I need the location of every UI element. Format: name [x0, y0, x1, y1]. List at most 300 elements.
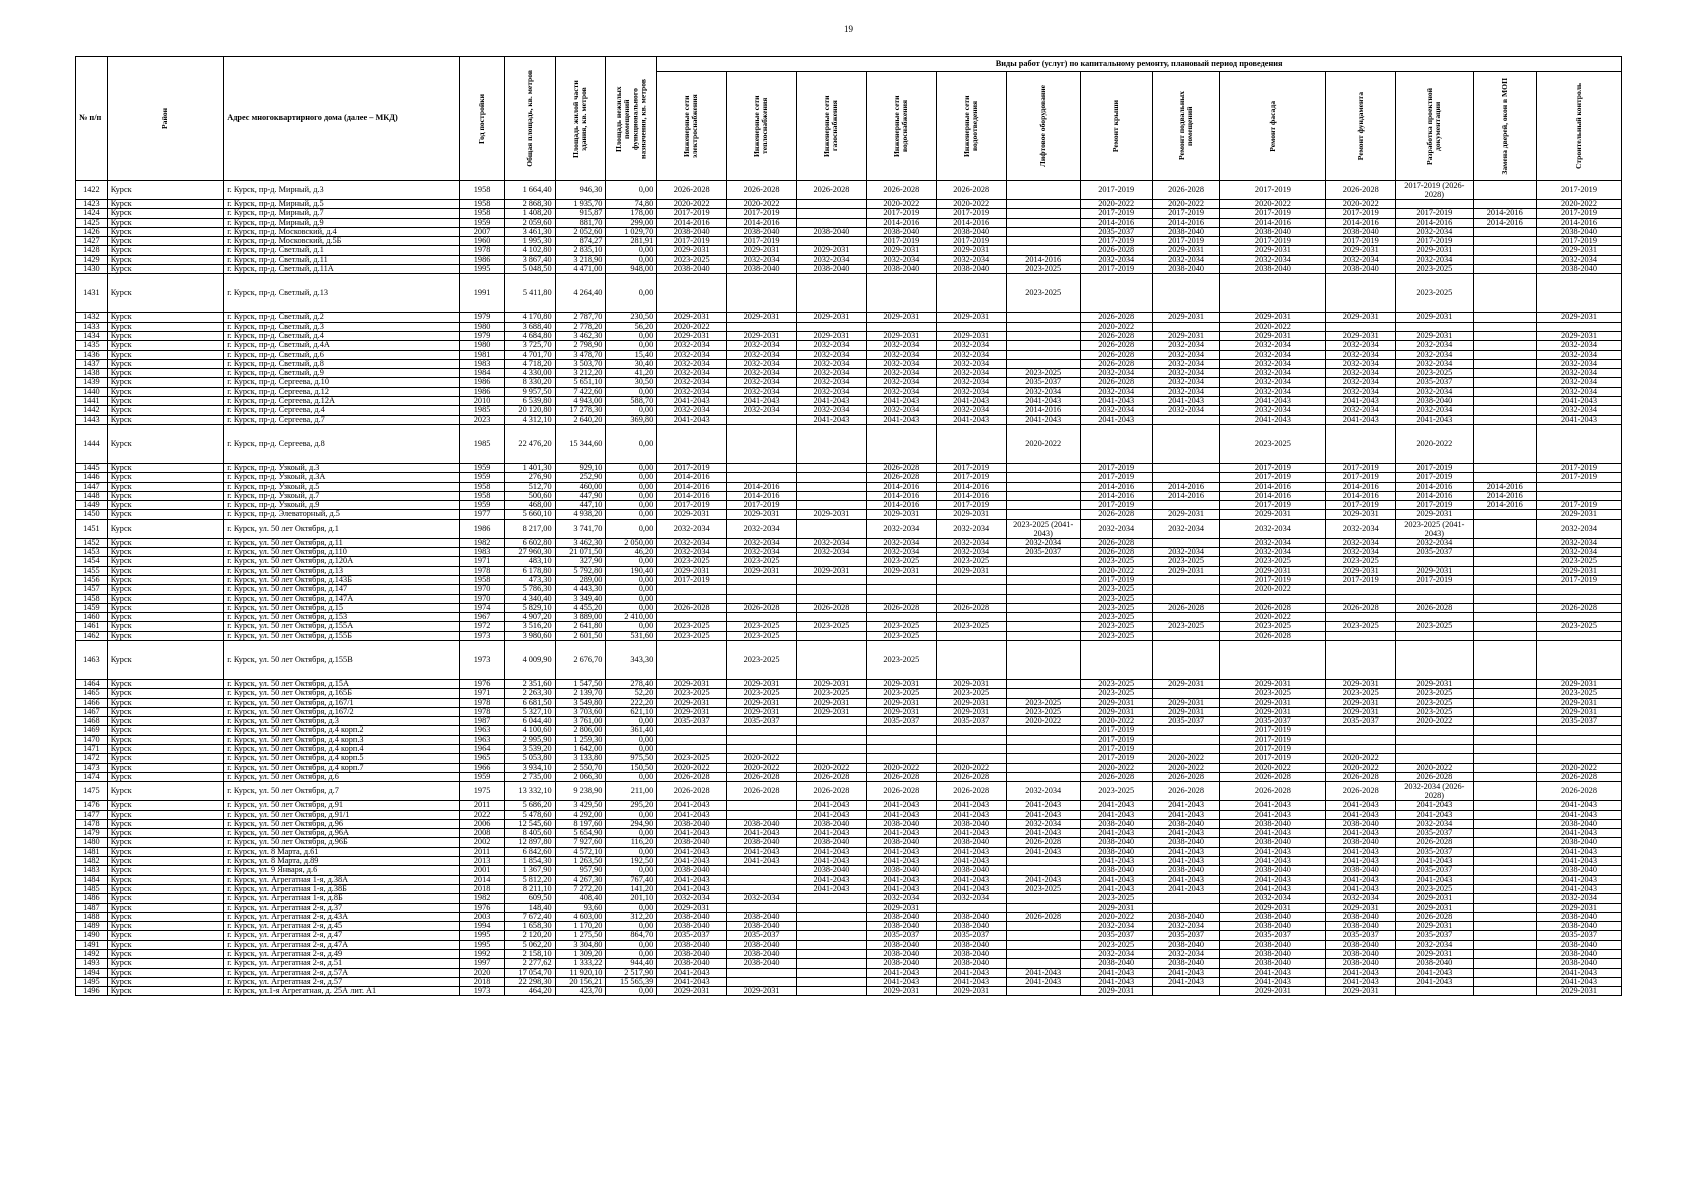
cell-work-period: 2017-2019: [1152, 209, 1220, 218]
cell-address: г. Курск, ул. 50 лет Октября, д.143Б: [224, 575, 460, 584]
cell-work-period: [1537, 482, 1622, 491]
cell-work-period: 2020-2022: [1080, 912, 1152, 921]
cell-work-period: [1006, 726, 1080, 735]
cell-work-period: 2041-2043: [796, 810, 866, 819]
cell-num: 1474: [76, 772, 108, 781]
cell-work-period: 2041-2043: [866, 968, 936, 977]
cell-work-period: 2035-2037: [657, 717, 727, 726]
cell-total-area: 4 701,70: [504, 350, 555, 359]
cell-work-period: 2038-2040: [1537, 838, 1622, 847]
table-row: [76, 397, 1622, 406]
cell-living-area: 3 478,70: [555, 350, 606, 359]
cell-work-period: 2017-2019: [727, 237, 797, 246]
cell-address: г. Курск, пр-д. Мирный, д.3: [224, 181, 460, 200]
cell-work-period: 2020-2022: [1006, 424, 1080, 463]
cell-district: Курск: [107, 237, 223, 246]
cell-work-period: 2017-2019: [1326, 501, 1396, 510]
cell-year: 1979: [460, 313, 504, 322]
cell-work-period: [1006, 754, 1080, 763]
table-row: [76, 847, 1622, 856]
cell-work-period: [1537, 754, 1622, 763]
cell-work-period: 2032-2034: [866, 369, 936, 378]
header-work-3: Инженерные сети водоснабжения: [866, 72, 936, 181]
table-row: [76, 631, 1622, 640]
cell-num: 1484: [76, 875, 108, 884]
cell-work-period: 2029-2031: [727, 987, 797, 996]
table-row: [76, 181, 1622, 200]
cell-work-period: [1473, 313, 1537, 322]
cell-year: 1976: [460, 903, 504, 912]
cell-work-period: 2023-2025: [1006, 274, 1080, 313]
cell-work-period: [1473, 424, 1537, 463]
cell-district: Курск: [107, 538, 223, 547]
cell-work-period: [1152, 424, 1220, 463]
cell-work-period: [1006, 575, 1080, 584]
cell-address: г. Курск, пр-д. Светлый, д.11А: [224, 265, 460, 274]
cell-living-area: 4 292,00: [555, 810, 606, 819]
cell-work-period: 2038-2040: [936, 265, 1006, 274]
cell-work-period: 2035-2037: [1537, 931, 1622, 940]
cell-address: г. Курск, ул. Агрегатная 2-я, д.47А: [224, 940, 460, 949]
cell-num: 1432: [76, 313, 108, 322]
header-address: Адрес многоквартирного дома (далее – МКД): [224, 57, 460, 181]
cell-work-period: 2041-2043: [727, 847, 797, 856]
cell-work-period: 2041-2043: [657, 875, 727, 884]
cell-work-period: [1396, 745, 1473, 754]
cell-nonres-area: 0,00: [606, 491, 657, 500]
cell-work-period: [1473, 689, 1537, 698]
cell-living-area: 423,70: [555, 987, 606, 996]
header-work-4: Инженерные сети водоотведения: [936, 72, 1006, 181]
cell-district: Курск: [107, 866, 223, 875]
cell-total-area: 5 686,20: [504, 801, 555, 810]
cell-work-period: [1473, 622, 1537, 631]
cell-work-period: [796, 613, 866, 622]
cell-work-period: [1537, 726, 1622, 735]
cell-year: 1965: [460, 754, 504, 763]
cell-work-period: [1473, 912, 1537, 921]
cell-work-period: 2032-2034: [796, 378, 866, 387]
cell-work-period: 2020-2022: [936, 200, 1006, 209]
cell-work-period: [1473, 987, 1537, 996]
cell-nonres-area: 150,50: [606, 763, 657, 772]
cell-total-area: 1 664,40: [504, 181, 555, 200]
cell-work-period: 2038-2040: [1537, 866, 1622, 875]
cell-district: Курск: [107, 501, 223, 510]
cell-work-period: 2020-2022: [1080, 322, 1152, 331]
table-row: [76, 968, 1622, 977]
cell-work-period: 2038-2040: [1080, 819, 1152, 828]
table-row: [76, 801, 1622, 810]
cell-district: Курск: [107, 265, 223, 274]
cell-work-period: 2029-2031: [1396, 566, 1473, 575]
cell-work-period: 2029-2031: [796, 566, 866, 575]
cell-work-period: 2032-2034: [1220, 341, 1326, 350]
cell-district: Курск: [107, 557, 223, 566]
cell-work-period: 2032-2034: [657, 387, 727, 396]
cell-work-period: 2026-2028: [866, 772, 936, 781]
cell-work-period: 2029-2031: [1396, 894, 1473, 903]
cell-work-period: [866, 424, 936, 463]
cell-work-period: [1152, 903, 1220, 912]
cell-work-period: 2029-2031: [727, 331, 797, 340]
cell-work-period: [1080, 640, 1152, 679]
cell-work-period: [1006, 313, 1080, 322]
cell-work-period: [1396, 200, 1473, 209]
cell-num: 1444: [76, 424, 108, 463]
cell-work-period: 2038-2040: [1152, 227, 1220, 236]
cell-district: Курск: [107, 209, 223, 218]
cell-work-period: [796, 463, 866, 472]
cell-work-period: 2038-2040: [1080, 866, 1152, 875]
cell-work-period: 2029-2031: [866, 707, 936, 716]
cell-work-period: 2041-2043: [1396, 968, 1473, 977]
cell-district: Курск: [107, 491, 223, 500]
cell-work-period: 2017-2019: [1326, 209, 1396, 218]
cell-work-period: 2038-2040: [1326, 819, 1396, 828]
cell-work-period: 2041-2043: [796, 829, 866, 838]
cell-work-period: [1473, 181, 1537, 200]
cell-work-period: 2029-2031: [1080, 698, 1152, 707]
cell-nonres-area: 299,00: [606, 218, 657, 227]
cell-living-area: 4 938,20: [555, 510, 606, 519]
cell-work-period: 2032-2034: [1080, 369, 1152, 378]
cell-work-period: 2041-2043: [657, 847, 727, 856]
cell-work-period: 2029-2031: [1152, 566, 1220, 575]
cell-work-period: 2014-2016: [727, 491, 797, 500]
cell-work-period: 2032-2034: [1396, 387, 1473, 396]
cell-work-period: 2032-2034: [866, 548, 936, 557]
cell-work-period: [1537, 274, 1622, 313]
cell-year: 1982: [460, 538, 504, 547]
cell-work-period: 2035-2037: [1326, 717, 1396, 726]
cell-num: 1426: [76, 227, 108, 236]
cell-district: Курск: [107, 566, 223, 575]
cell-work-period: 2041-2043: [727, 829, 797, 838]
cell-work-period: 2017-2019: [936, 209, 1006, 218]
cell-work-period: 2014-2016: [866, 491, 936, 500]
cell-work-period: 2032-2034: [1006, 387, 1080, 396]
cell-total-area: 1 995,30: [504, 237, 555, 246]
cell-work-period: 2032-2034: [796, 387, 866, 396]
cell-work-period: [1006, 510, 1080, 519]
cell-total-area: 1 854,30: [504, 857, 555, 866]
cell-work-period: [796, 594, 866, 603]
cell-work-period: 2038-2040: [1537, 265, 1622, 274]
cell-work-period: 2032-2034: [1326, 519, 1396, 538]
cell-district: Курск: [107, 959, 223, 968]
cell-address: г. Курск, пр-д. Мирный, д.5: [224, 200, 460, 209]
cell-work-period: 2023-2025: [1220, 622, 1326, 631]
cell-work-period: 2038-2040: [1326, 950, 1396, 959]
cell-living-area: 3 429,50: [555, 801, 606, 810]
cell-address: г. Курск, пр-д. Светлый, д.6: [224, 350, 460, 359]
cell-work-period: 2032-2034: [657, 406, 727, 415]
cell-address: г. Курск, ул. 50 лет Октября, д.96А: [224, 829, 460, 838]
cell-work-period: [1473, 473, 1537, 482]
cell-work-period: 2041-2043: [1080, 801, 1152, 810]
cell-work-period: 2023-2025: [1006, 707, 1080, 716]
cell-work-period: 2041-2043: [1080, 810, 1152, 819]
cell-district: Курск: [107, 884, 223, 893]
cell-work-period: 2032-2034: [1537, 387, 1622, 396]
cell-num: 1450: [76, 510, 108, 519]
cell-work-period: [936, 424, 1006, 463]
cell-work-period: 2017-2019: [1326, 237, 1396, 246]
cell-work-period: [936, 735, 1006, 744]
cell-total-area: 22 298,30: [504, 977, 555, 986]
cell-work-period: 2041-2043: [657, 397, 727, 406]
cell-work-period: 2041-2043: [1006, 801, 1080, 810]
cell-work-period: 2023-2025: [1080, 622, 1152, 631]
cell-work-period: 2041-2043: [1152, 801, 1220, 810]
cell-num: 1483: [76, 866, 108, 875]
cell-work-period: [1473, 369, 1537, 378]
cell-total-area: 2 868,30: [504, 200, 555, 209]
cell-work-period: 2017-2019: [657, 209, 727, 218]
cell-work-period: 2029-2031: [1152, 707, 1220, 716]
cell-total-area: 8 211,10: [504, 884, 555, 893]
table-row: [76, 912, 1622, 921]
cell-work-period: 2014-2016: [1473, 218, 1537, 227]
cell-work-period: [1473, 772, 1537, 781]
cell-work-period: 2020-2022: [1396, 763, 1473, 772]
cell-work-period: 2041-2043: [1326, 801, 1396, 810]
cell-total-area: 5 062,20: [504, 940, 555, 949]
cell-work-period: 2017-2019: [1080, 754, 1152, 763]
cell-work-period: [1006, 903, 1080, 912]
cell-work-period: [796, 745, 866, 754]
cell-work-period: 2035-2037: [1396, 931, 1473, 940]
table-row: [76, 387, 1622, 396]
table-row: [76, 622, 1622, 631]
cell-work-period: 2017-2019: [1080, 237, 1152, 246]
cell-work-period: 2017-2019: [1220, 745, 1326, 754]
cell-living-area: 9 238,90: [555, 782, 606, 801]
cell-work-period: 2020-2022: [1220, 613, 1326, 622]
table-row: [76, 463, 1622, 472]
cell-nonres-area: 0,00: [606, 463, 657, 472]
cell-work-period: 2029-2031: [936, 566, 1006, 575]
cell-year: 1958: [460, 575, 504, 584]
cell-living-area: 7 927,60: [555, 838, 606, 847]
cell-work-period: 2032-2034: [1326, 369, 1396, 378]
cell-num: 1453: [76, 548, 108, 557]
cell-nonres-area: 201,10: [606, 894, 657, 903]
cell-work-period: 2023-2025 (2041-2043): [1396, 519, 1473, 538]
cell-district: Курск: [107, 950, 223, 959]
cell-work-period: [1152, 631, 1220, 640]
cell-num: 1457: [76, 585, 108, 594]
cell-total-area: 22 476,20: [504, 424, 555, 463]
cell-work-period: [1152, 538, 1220, 547]
cell-num: 1440: [76, 387, 108, 396]
cell-work-period: [727, 977, 797, 986]
cell-work-period: 2038-2040: [1220, 265, 1326, 274]
cell-work-period: 2014-2016: [1152, 491, 1220, 500]
cell-living-area: 4 471,00: [555, 265, 606, 274]
cell-work-period: 2032-2034: [1537, 406, 1622, 415]
cell-work-period: 2029-2031: [1396, 679, 1473, 688]
cell-total-area: 1 408,20: [504, 209, 555, 218]
cell-work-period: 2032-2034: [1152, 369, 1220, 378]
cell-work-period: [727, 726, 797, 735]
cell-work-period: 2020-2022: [657, 200, 727, 209]
cell-work-period: [1006, 987, 1080, 996]
cell-work-period: 2014-2016: [727, 482, 797, 491]
cell-total-area: 6 602,80: [504, 538, 555, 547]
cell-work-period: 2029-2031: [1326, 331, 1396, 340]
cell-address: г. Курск, пр-д. Светлый, д.3: [224, 322, 460, 331]
cell-work-period: 2020-2022: [727, 754, 797, 763]
cell-year: 1959: [460, 463, 504, 472]
cell-total-area: 2 158,10: [504, 950, 555, 959]
cell-work-period: [1537, 594, 1622, 603]
cell-work-period: 2026-2028: [727, 772, 797, 781]
cell-year: 1970: [460, 594, 504, 603]
cell-work-period: [1152, 575, 1220, 584]
cell-work-period: 2038-2040: [1152, 912, 1220, 921]
cell-district: Курск: [107, 987, 223, 996]
cell-nonres-area: 0,00: [606, 519, 657, 538]
cell-year: 1973: [460, 987, 504, 996]
cell-address: г. Курск, ул. 50 лет Октября, д.4 корп.5: [224, 754, 460, 763]
cell-work-period: 2017-2019: [1396, 237, 1473, 246]
table-row: [76, 491, 1622, 500]
cell-work-period: [1473, 519, 1537, 538]
cell-work-period: 2038-2040: [1220, 838, 1326, 847]
cell-nonres-area: 0,00: [606, 406, 657, 415]
cell-address: г. Курск, пр-д. Узкоый, д.5: [224, 482, 460, 491]
cell-work-period: 2032-2034: [1220, 369, 1326, 378]
cell-address: г. Курск, ул. Агрегатная 1-я, д.38А: [224, 875, 460, 884]
cell-work-period: 2041-2043: [657, 968, 727, 977]
cell-year: 1959: [460, 772, 504, 781]
cell-work-period: 2023-2025: [1220, 689, 1326, 698]
cell-address: г. Курск, пр-д. Узкоый, д.3: [224, 463, 460, 472]
cell-district: Курск: [107, 754, 223, 763]
cell-work-period: 2026-2028: [1537, 603, 1622, 612]
cell-living-area: 2 798,90: [555, 341, 606, 350]
cell-work-period: 2017-2019: [1396, 463, 1473, 472]
cell-total-area: 2 059,60: [504, 218, 555, 227]
cell-work-period: 2023-2025: [1326, 622, 1396, 631]
cell-work-period: 2032-2034: [1006, 819, 1080, 828]
cell-work-period: 2014-2016: [866, 218, 936, 227]
cell-work-period: 2023-2025: [657, 557, 727, 566]
cell-work-period: 2014-2016: [936, 218, 1006, 227]
cell-work-period: 2029-2031: [1396, 510, 1473, 519]
cell-work-period: 2032-2034: [727, 359, 797, 368]
cell-living-area: 2 641,80: [555, 622, 606, 631]
cell-work-period: 2029-2031: [936, 246, 1006, 255]
cell-work-period: [1473, 717, 1537, 726]
cell-total-area: 500,60: [504, 491, 555, 500]
cell-work-period: 2017-2019: [1537, 237, 1622, 246]
cell-work-period: 2032-2034: [1152, 350, 1220, 359]
header-year: Год постройки: [460, 57, 504, 181]
cell-work-period: 2026-2028: [1396, 838, 1473, 847]
cell-work-period: 2023-2025: [657, 754, 727, 763]
cell-num: 1469: [76, 726, 108, 735]
cell-living-area: 1 547,50: [555, 679, 606, 688]
cell-year: 1973: [460, 640, 504, 679]
cell-district: Курск: [107, 548, 223, 557]
cell-work-period: 2014-2016: [866, 501, 936, 510]
cell-work-period: [1006, 940, 1080, 949]
cell-work-period: [1326, 274, 1396, 313]
cell-work-period: [1473, 698, 1537, 707]
cell-work-period: [727, 585, 797, 594]
cell-work-period: 2029-2031: [936, 679, 1006, 688]
cell-work-period: [1006, 622, 1080, 631]
cell-work-period: [796, 322, 866, 331]
cell-work-period: 2038-2040: [1396, 397, 1473, 406]
cell-living-area: 2 066,30: [555, 772, 606, 781]
cell-work-period: 2032-2034: [936, 378, 1006, 387]
cell-nonres-area: 0,00: [606, 922, 657, 931]
cell-num: 1443: [76, 415, 108, 424]
cell-district: Курск: [107, 819, 223, 828]
cell-work-period: [796, 557, 866, 566]
cell-nonres-area: 15 565,39: [606, 977, 657, 986]
cell-work-period: 2017-2019: [727, 209, 797, 218]
cell-work-period: 2041-2043: [1396, 810, 1473, 819]
cell-work-period: 2032-2034: [796, 538, 866, 547]
cell-work-period: 2038-2040: [1152, 819, 1220, 828]
cell-living-area: 3 133,80: [555, 754, 606, 763]
cell-num: 1479: [76, 829, 108, 838]
cell-work-period: [1152, 735, 1220, 744]
cell-work-period: 2020-2022: [1326, 754, 1396, 763]
cell-num: 1468: [76, 717, 108, 726]
table-row: [76, 415, 1622, 424]
cell-address: г. Курск, ул. 50 лет Октября, д.153: [224, 613, 460, 622]
cell-address: г. Курск, ул.1-я Агрегатная, д. 25А лит. А1: [224, 987, 460, 996]
cell-num: 1493: [76, 959, 108, 968]
cell-work-period: 2032-2034: [1326, 359, 1396, 368]
cell-work-period: 2041-2043: [1006, 968, 1080, 977]
cell-work-period: 2014-2016: [1473, 209, 1537, 218]
cell-work-period: 2017-2019: [1396, 473, 1473, 482]
cell-work-period: 2023-2025: [657, 622, 727, 631]
header-total-area: Общая площадь, кв. метров: [504, 57, 555, 181]
cell-work-period: 2032-2034: [1220, 538, 1326, 547]
cell-work-period: 2029-2031: [796, 698, 866, 707]
cell-year: 2007: [460, 227, 504, 236]
cell-work-period: 2032-2034: [796, 406, 866, 415]
cell-work-period: [936, 754, 1006, 763]
cell-total-area: 1 401,30: [504, 463, 555, 472]
cell-work-period: 2023-2025: [1396, 707, 1473, 716]
cell-work-period: [796, 491, 866, 500]
cell-work-period: 2038-2040: [1326, 959, 1396, 968]
cell-work-period: 2020-2022: [866, 763, 936, 772]
cell-work-period: 2041-2043: [866, 801, 936, 810]
cell-work-period: 2041-2043: [1006, 977, 1080, 986]
cell-district: Курск: [107, 415, 223, 424]
cell-work-period: 2032-2034: [727, 894, 797, 903]
cell-address: г. Курск, ул. 50 лет Октября, д.120А: [224, 557, 460, 566]
cell-living-area: 2 676,70: [555, 640, 606, 679]
cell-nonres-area: 0,00: [606, 557, 657, 566]
cell-nonres-area: 0,00: [606, 745, 657, 754]
cell-work-period: [1473, 387, 1537, 396]
cell-work-period: 2032-2034: [1537, 548, 1622, 557]
cell-work-period: 2020-2022: [1152, 763, 1220, 772]
cell-num: 1486: [76, 894, 108, 903]
cell-nonres-area: 278,40: [606, 679, 657, 688]
